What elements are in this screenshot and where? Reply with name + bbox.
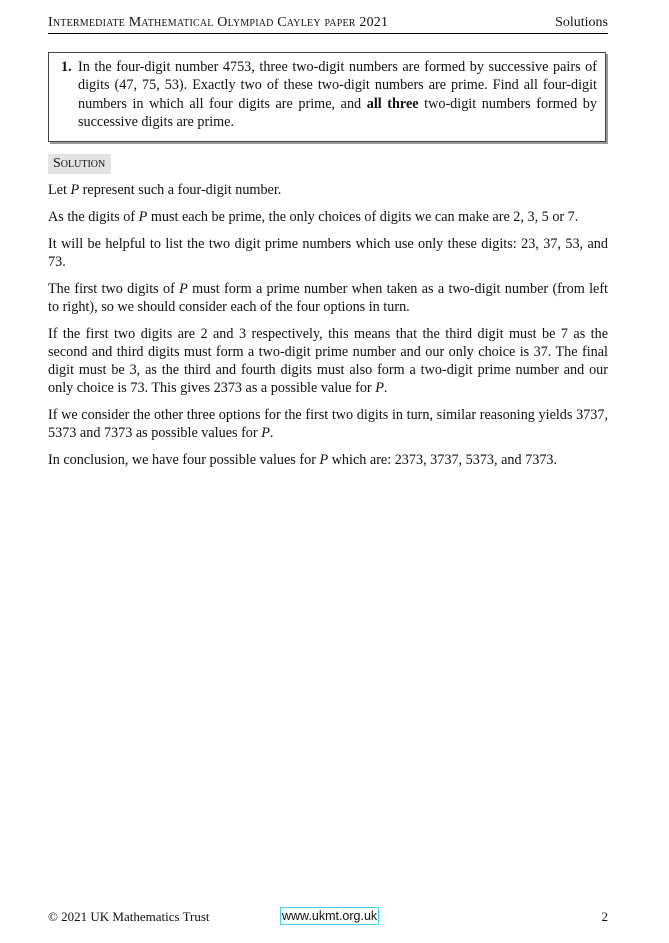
solution-paragraph — [48, 280, 608, 316]
solution-paragraph — [48, 181, 608, 199]
text-run: The first two digits of — [48, 280, 180, 297]
text-run: . — [269, 425, 274, 442]
variable-p: P — [179, 280, 188, 297]
text-run: As the digits of — [48, 208, 139, 225]
problem-text-part1: In the four-digit number 4753, three two-digit numbers are formed by successive pairs of digits (47, 75, 53). Exactly two of these two-digit numbers are prime. Find all four-digit numbers in which all four digits are prime, and — [78, 59, 597, 112]
solution-paragraph — [48, 451, 608, 469]
copyright-notice: © 2021 UK Mathematics Trust — [48, 909, 210, 924]
solution-paragraph: It will be helpful to list the two digit prime numbers which use only these digits: 23, 37, 53, and 73. — [48, 235, 608, 270]
text-run: If we consider the other three options for the first two digits in turn, similar reasoning yields 3737, 5373 and 7373 as possible values for — [48, 407, 608, 442]
problem-emphasis: all three — [366, 95, 419, 112]
problem-number: 1. — [61, 59, 72, 75]
problem-text — [78, 58, 597, 131]
solution-paragraph — [48, 208, 608, 226]
text-run: In conclusion, we have four possible values for — [48, 452, 320, 468]
text-run: Let — [48, 182, 71, 198]
page-header — [48, 13, 608, 34]
variable-p: P — [70, 182, 80, 198]
website-link[interactable]: www.ukmt.org.uk — [282, 909, 378, 923]
solution-paragraph — [48, 406, 608, 442]
problem-statement — [61, 58, 597, 131]
text-run: If the first two digits are 2 and 3 respectively, this means that the third digit must be 7 as the second and third digits must form a two-digit prime number and our only choice is 37. The final digit must be 3, as the third and fourth digits must also form a two-digit prime number and our only choice is 73. This gives 2373 as a possible value for — [48, 325, 608, 397]
page-number: 2 — [601, 909, 608, 924]
document-page — [48, 0, 608, 943]
solution-heading: Solution — [48, 154, 111, 174]
variable-p: P — [375, 380, 384, 397]
solution-paragraph — [48, 325, 608, 398]
text-run: must each be prime, the only choices of digits we can make are 2, 3, 5 or 7. — [147, 208, 579, 225]
problem-text-part2: two-digit numbers formed by successive digits are prime. — [78, 95, 597, 130]
variable-p: P — [261, 425, 270, 442]
solution-body — [48, 181, 608, 478]
text-run: . — [383, 380, 388, 397]
text-run: represent such a four-digit number. — [79, 182, 282, 198]
section-title: Solutions — [555, 15, 608, 30]
problem-box — [48, 52, 606, 142]
page-footer — [48, 907, 608, 927]
variable-p: P — [319, 452, 329, 468]
paper-title: Intermediate Mathematical Olympiad Cayley paper 2021 — [48, 15, 389, 30]
text-run: must form a prime number when taken as a two-digit number (from left to right), so we should consider each of the four options in turn. — [48, 280, 608, 315]
text-run: which are: 2373, 3737, 5373, and 7373. — [328, 452, 558, 468]
variable-p: P — [138, 208, 148, 225]
